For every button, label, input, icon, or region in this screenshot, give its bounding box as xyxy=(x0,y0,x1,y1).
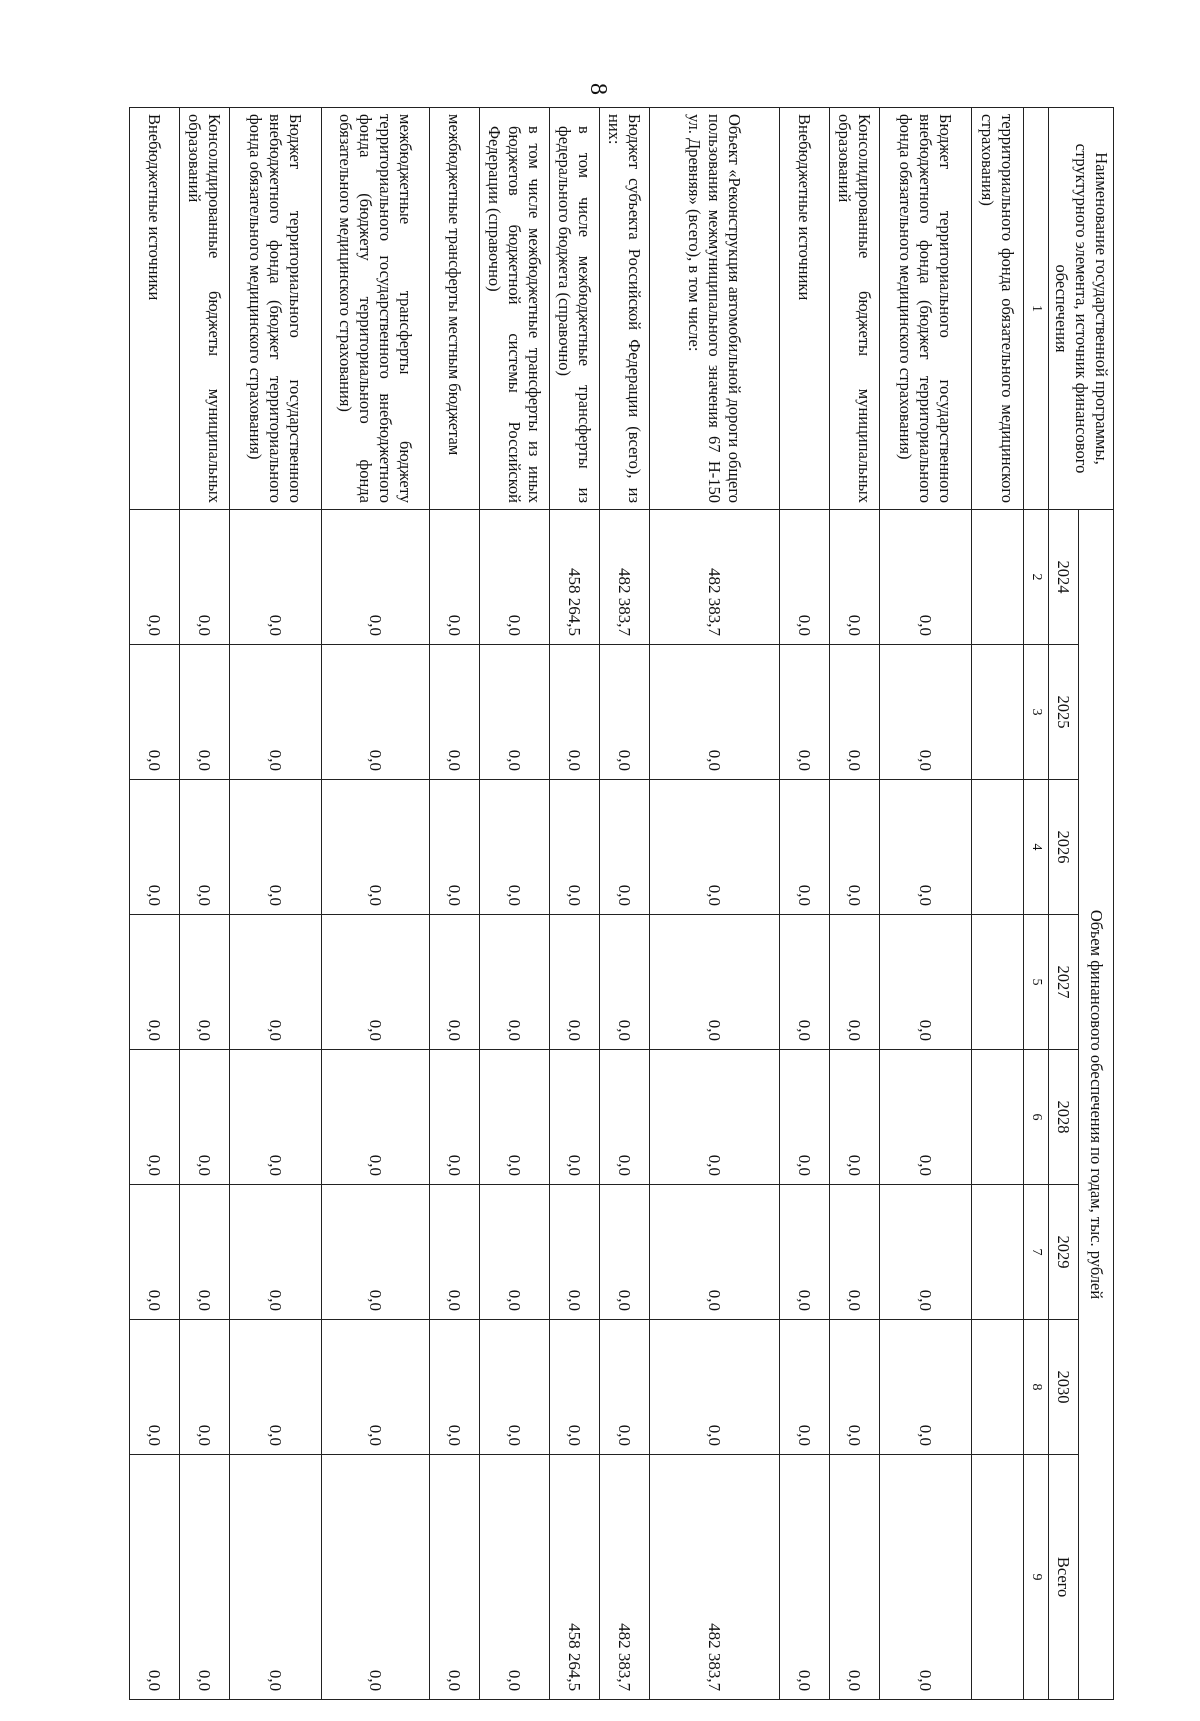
row-value-cell: 0,0 xyxy=(130,780,180,915)
year-header: 2028 xyxy=(1049,1050,1079,1185)
row-name-cell: Объект «Реконструкция автомобильной дороги общего пользования межмуниципального значения 67 Н-150 ул. Древняя» (всего), в том числе: xyxy=(650,108,780,510)
row-value-cell: 0,0 xyxy=(180,780,230,915)
row-value-cell xyxy=(972,645,1024,780)
total-header: Всего xyxy=(1049,1455,1079,1700)
column-number: 2 xyxy=(1024,510,1049,645)
row-value-cell: 0,0 xyxy=(480,1185,550,1320)
table-row xyxy=(430,108,480,1700)
row-total-cell: 0,0 xyxy=(780,1455,830,1700)
row-value-cell: 0,0 xyxy=(650,915,780,1050)
row-value-cell: 0,0 xyxy=(600,645,650,780)
row-value-cell: 0,0 xyxy=(650,645,780,780)
row-value-cell: 0,0 xyxy=(600,1185,650,1320)
row-value-cell: 0,0 xyxy=(230,780,322,915)
row-value-cell: 0,0 xyxy=(322,510,430,645)
row-value-cell: 0,0 xyxy=(880,1320,972,1455)
row-value-cell: 0,0 xyxy=(550,915,600,1050)
table-row xyxy=(230,108,322,1700)
column-number: 4 xyxy=(1024,780,1049,915)
row-value-cell: 0,0 xyxy=(880,1185,972,1320)
row-value-cell: 0,0 xyxy=(600,780,650,915)
year-header: 2030 xyxy=(1049,1320,1079,1455)
row-value-cell: 0,0 xyxy=(550,1185,600,1320)
row-value-cell: 0,0 xyxy=(480,1320,550,1455)
row-name-cell: Бюджет субъекта Российской Федерации (всего), из них: xyxy=(600,108,650,510)
row-total-cell: 0,0 xyxy=(322,1455,430,1700)
row-value-cell: 458 264,5 xyxy=(550,510,600,645)
row-value-cell: 0,0 xyxy=(780,645,830,780)
row-total-cell: 482 383,7 xyxy=(600,1455,650,1700)
year-header: 2029 xyxy=(1049,1185,1079,1320)
row-value-cell: 0,0 xyxy=(880,915,972,1050)
column-numbers-row xyxy=(1024,108,1049,1700)
financing-table xyxy=(129,107,1114,1700)
row-value-cell: 0,0 xyxy=(230,510,322,645)
row-value-cell xyxy=(972,510,1024,645)
row-total-cell xyxy=(972,1455,1024,1700)
row-value-cell: 0,0 xyxy=(550,1050,600,1185)
row-value-cell: 0,0 xyxy=(430,915,480,1050)
row-value-cell: 0,0 xyxy=(830,510,880,645)
row-total-cell: 0,0 xyxy=(230,1455,322,1700)
table-row xyxy=(600,108,650,1700)
table-row xyxy=(830,108,880,1700)
row-value-cell: 0,0 xyxy=(550,780,600,915)
table-row xyxy=(130,108,180,1700)
table-body xyxy=(130,108,1024,1700)
column-number: 5 xyxy=(1024,915,1049,1050)
row-name-cell: межбюджетные трансферты местным бюджетам xyxy=(430,108,480,510)
row-value-cell: 0,0 xyxy=(830,1050,880,1185)
row-value-cell: 0,0 xyxy=(230,1185,322,1320)
table-row xyxy=(180,108,230,1700)
table-row xyxy=(972,108,1024,1700)
row-value-cell: 0,0 xyxy=(880,645,972,780)
row-total-cell: 0,0 xyxy=(480,1455,550,1700)
row-value-cell: 0,0 xyxy=(130,1185,180,1320)
row-value-cell: 0,0 xyxy=(322,915,430,1050)
row-value-cell: 0,0 xyxy=(600,1320,650,1455)
table-row xyxy=(650,108,780,1700)
row-value-cell: 0,0 xyxy=(780,1050,830,1185)
row-name-cell: Внебюджетные источники xyxy=(130,108,180,510)
row-total-cell: 458 264,5 xyxy=(550,1455,600,1700)
row-value-cell: 0,0 xyxy=(480,780,550,915)
row-value-cell: 0,0 xyxy=(430,1185,480,1320)
row-value-cell: 0,0 xyxy=(130,915,180,1050)
table-row xyxy=(780,108,830,1700)
row-value-cell: 0,0 xyxy=(480,645,550,780)
row-value-cell: 0,0 xyxy=(600,915,650,1050)
row-value-cell: 0,0 xyxy=(180,1320,230,1455)
table-row xyxy=(880,108,972,1700)
row-value-cell: 0,0 xyxy=(230,645,322,780)
row-name-cell: в том числе межбюджетные трансферты из федерального бюджета (справочно) xyxy=(550,108,600,510)
row-value-cell: 0,0 xyxy=(180,645,230,780)
column-number: 1 xyxy=(1024,108,1049,510)
header-name-cell: Наименование государственной программы, структурного элемента, источник финансового обеспечения xyxy=(1049,108,1114,510)
table-row xyxy=(550,108,600,1700)
row-value-cell: 0,0 xyxy=(830,780,880,915)
rotated-table-container xyxy=(145,107,1114,1699)
row-value-cell: 0,0 xyxy=(322,1185,430,1320)
column-number: 9 xyxy=(1024,1455,1049,1700)
table-row xyxy=(480,108,550,1700)
row-total-cell: 0,0 xyxy=(180,1455,230,1700)
row-value-cell: 0,0 xyxy=(430,645,480,780)
row-value-cell: 0,0 xyxy=(650,1185,780,1320)
row-value-cell: 0,0 xyxy=(650,780,780,915)
row-value-cell: 0,0 xyxy=(650,1050,780,1185)
row-value-cell: 0,0 xyxy=(780,780,830,915)
row-name-cell: Консолидированные бюджеты муниципальных образований xyxy=(180,108,230,510)
row-value-cell: 0,0 xyxy=(180,1185,230,1320)
row-value-cell: 0,0 xyxy=(230,915,322,1050)
row-name-cell: Бюджет территориального государственного внебюджетного фонда (бюджет территориального фонда обязательного медицинского страхования) xyxy=(880,108,972,510)
row-value-cell: 0,0 xyxy=(780,915,830,1050)
row-name-cell: межбюджетные трансферты бюджету территориального государственного внебюджетного фонда (бюджету территориального фонда обязательного медицинского страхования) xyxy=(322,108,430,510)
year-header: 2024 xyxy=(1049,510,1079,645)
row-value-cell: 0,0 xyxy=(550,645,600,780)
row-value-cell: 0,0 xyxy=(180,1050,230,1185)
row-value-cell: 0,0 xyxy=(780,1185,830,1320)
row-value-cell: 0,0 xyxy=(880,1050,972,1185)
row-value-cell: 0,0 xyxy=(780,1320,830,1455)
table-row xyxy=(322,108,430,1700)
page-number: 8 xyxy=(585,83,611,95)
row-total-cell: 0,0 xyxy=(430,1455,480,1700)
year-header: 2025 xyxy=(1049,645,1079,780)
row-value-cell: 0,0 xyxy=(880,510,972,645)
row-total-cell: 0,0 xyxy=(880,1455,972,1700)
row-value-cell: 0,0 xyxy=(430,780,480,915)
row-value-cell: 0,0 xyxy=(322,1050,430,1185)
row-value-cell: 0,0 xyxy=(550,1320,600,1455)
row-name-cell: в том числе межбюджетные трансферты из иных бюджетов бюджетной системы Российской Федерации (справочно) xyxy=(480,108,550,510)
row-name-cell: Консолидированные бюджеты муниципальных образований xyxy=(830,108,880,510)
row-value-cell: 0,0 xyxy=(480,510,550,645)
row-value-cell xyxy=(972,1185,1024,1320)
row-value-cell: 0,0 xyxy=(230,1320,322,1455)
year-header: 2027 xyxy=(1049,915,1079,1050)
row-value-cell: 0,0 xyxy=(430,1320,480,1455)
column-number: 8 xyxy=(1024,1320,1049,1455)
row-value-cell: 0,0 xyxy=(322,645,430,780)
row-value-cell xyxy=(972,1050,1024,1185)
row-total-cell: 0,0 xyxy=(830,1455,880,1700)
row-value-cell: 0,0 xyxy=(430,1050,480,1185)
row-value-cell: 0,0 xyxy=(780,510,830,645)
row-value-cell: 0,0 xyxy=(430,510,480,645)
year-header: 2026 xyxy=(1049,780,1079,915)
row-value-cell xyxy=(972,1320,1024,1455)
row-value-cell: 0,0 xyxy=(130,510,180,645)
row-name-cell: Внебюджетные источники xyxy=(780,108,830,510)
row-value-cell: 0,0 xyxy=(480,1050,550,1185)
column-number: 7 xyxy=(1024,1185,1049,1320)
row-total-cell: 482 383,7 xyxy=(650,1455,780,1700)
row-value-cell: 0,0 xyxy=(830,1185,880,1320)
row-value-cell: 0,0 xyxy=(650,1320,780,1455)
row-value-cell: 0,0 xyxy=(600,1050,650,1185)
row-value-cell: 0,0 xyxy=(830,1320,880,1455)
row-value-cell: 0,0 xyxy=(880,780,972,915)
rotated-table-frame xyxy=(145,107,1114,1699)
row-name-cell: Бюджет территориального государственного внебюджетного фонда (бюджет территориального фонда обязательного медицинского страхования) xyxy=(230,108,322,510)
row-value-cell: 0,0 xyxy=(130,645,180,780)
row-value-cell: 0,0 xyxy=(180,510,230,645)
row-value-cell: 0,0 xyxy=(130,1050,180,1185)
row-value-cell: 0,0 xyxy=(480,915,550,1050)
row-value-cell: 0,0 xyxy=(830,645,880,780)
row-value-cell: 0,0 xyxy=(830,915,880,1050)
row-value-cell: 0,0 xyxy=(322,1320,430,1455)
row-value-cell: 0,0 xyxy=(322,780,430,915)
row-value-cell: 0,0 xyxy=(180,915,230,1050)
row-value-cell: 482 383,7 xyxy=(600,510,650,645)
row-name-cell: территориального фонда обязательного медицинского страхования) xyxy=(972,108,1024,510)
header-volume-cell: Объем финансового обеспечения по годам, тыс. рублей xyxy=(1079,510,1114,1700)
row-value-cell: 0,0 xyxy=(230,1050,322,1185)
row-total-cell: 0,0 xyxy=(130,1455,180,1700)
column-number: 6 xyxy=(1024,1050,1049,1185)
row-value-cell: 0,0 xyxy=(130,1320,180,1455)
row-value-cell xyxy=(972,780,1024,915)
row-value-cell: 482 383,7 xyxy=(650,510,780,645)
header-row-top xyxy=(1079,108,1114,1700)
column-number: 3 xyxy=(1024,645,1049,780)
row-value-cell xyxy=(972,915,1024,1050)
